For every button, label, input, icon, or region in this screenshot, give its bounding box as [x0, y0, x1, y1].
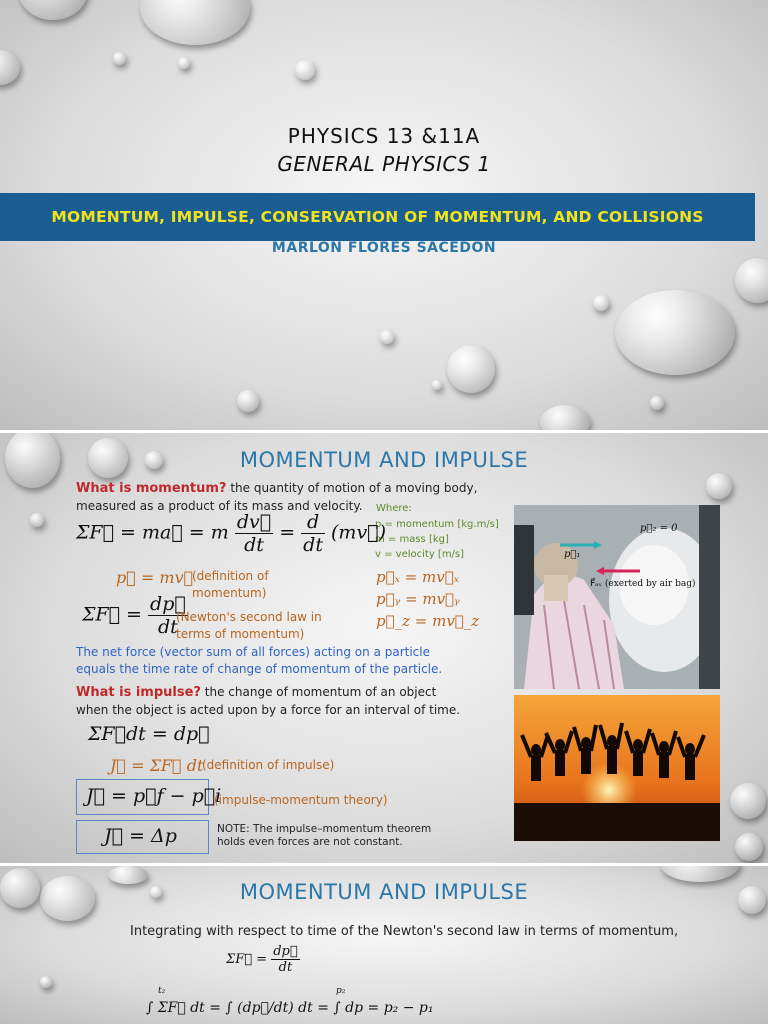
water-drop: [237, 390, 259, 412]
momentum-definition-note-a: (definition of: [192, 569, 269, 583]
newton-momentum-equation: ΣF⃗ = $\frac{dp⃗}{dt}$: [226, 944, 298, 975]
momentum-answer-b: measured as a product of its mass and velocity.: [76, 499, 363, 513]
slide-heading: MOMENTUM AND IMPULSE: [239, 448, 529, 472]
water-drop: [615, 290, 735, 375]
where-v: v = velocity [m/s]: [375, 549, 465, 560]
title-banner: [0, 193, 755, 241]
note-line-a: NOTE: The impulse–momentum theorem: [217, 823, 432, 835]
label-force: F⃗ₐᵥ (exerted by air bag): [590, 579, 696, 589]
water-drop: [735, 833, 763, 861]
question-impulse: What is impulse?: [76, 685, 201, 700]
impulse-definition-note: (definition of impulse): [202, 758, 335, 772]
momentum-definition: [76, 481, 496, 496]
slide-heading: MOMENTUM AND IMPULSE: [239, 880, 529, 904]
impulse-differential-equation: ΣF⃗dt = dp⃗: [88, 723, 210, 745]
newton-momentum-note-a: (Newton's second law in: [176, 610, 322, 624]
momentum-y: p⃗ᵧ = mv⃗ᵧ: [376, 590, 460, 608]
title-slide: [0, 0, 768, 430]
where-p: p = momentum [kg.m/s]: [375, 519, 499, 530]
airbag-illustration: [514, 505, 720, 689]
impulse-answer-b: when the object is acted upon by a force for an interval of time.: [76, 703, 461, 717]
water-drop: [593, 295, 609, 311]
water-drop: [0, 50, 20, 85]
water-drop: [40, 976, 52, 988]
where-label: Where:: [376, 503, 412, 514]
newton-momentum-equation: ΣF⃗ = $\frac{dp⃗}{dt}$: [82, 593, 186, 638]
water-drop: [447, 345, 495, 393]
where-m: m = mass [kg]: [375, 534, 449, 545]
water-drop: [113, 52, 126, 65]
impulse-momentum-equation: J⃗ = p⃗f − p⃗i: [86, 785, 222, 807]
water-drop: [730, 783, 766, 819]
upper-limit-t2: t₂: [158, 986, 166, 996]
integral-equation: ∫ ΣF⃗ dt = ∫ (dp⃗/dt) dt = ∫ dp = p₂ − p₁: [146, 1000, 434, 1016]
impulse-delta-equation: J⃗ = Δp: [104, 825, 177, 847]
water-drop: [380, 330, 394, 344]
momentum-x: p⃗ₓ = mv⃗ₓ: [376, 568, 460, 586]
water-drop: [540, 405, 590, 430]
newton-momentum-note-b: terms of momentum): [176, 627, 305, 641]
impulse-answer-a: the change of momentum of an object: [204, 685, 437, 699]
question-momentum: What is momentum?: [76, 481, 227, 496]
momentum-definition-equation: p⃗ = mv⃗: [116, 568, 194, 587]
momentum-definition-note-b: momentum): [192, 586, 267, 600]
water-drop: [18, 0, 88, 20]
impulse-definition-equation: J⃗ = ΣF⃗ dt: [110, 756, 204, 775]
water-drop: [706, 473, 732, 499]
water-drop: [650, 396, 664, 410]
water-drop: [140, 0, 250, 45]
water-drop: [30, 513, 44, 527]
label-p2: p⃗₂ = 0: [640, 523, 678, 534]
airbag-photo: [514, 505, 720, 689]
label-p1: p⃗₁: [564, 549, 581, 560]
course-code: PHYSICS 13 &11A: [287, 124, 481, 148]
momentum-answer-a: the quantity of motion of a moving body,: [230, 481, 478, 495]
impulse-definition: [76, 685, 516, 700]
silhouette-illustration: [514, 695, 720, 841]
water-drop: [178, 57, 190, 69]
course-name: GENERAL PHYSICS 1: [277, 152, 491, 176]
net-force-statement-a: The net force (vector sum of all forces) acting on a particle: [76, 645, 430, 659]
impulse-momentum-note: (impulse-momentum theory): [214, 793, 388, 807]
sunset-jumping-photo: [514, 695, 720, 841]
note-line-b: holds even forces are not constant.: [217, 836, 403, 848]
net-force-statement-b: equals the time rate of change of momentum of the particle.: [76, 662, 443, 676]
momentum-impulse-slide: [0, 433, 768, 863]
integration-intro: Integrating with respect to time of the Newton's second law in terms of momentum,: [130, 924, 679, 939]
water-drop: [295, 60, 315, 80]
water-drop: [735, 258, 768, 303]
banner-title: MOMENTUM, IMPULSE, CONSERVATION OF MOMENTUM, AND COLLISIONS: [51, 208, 704, 226]
integration-slide: [0, 866, 768, 1024]
author-name: MARLON FLORES SACEDON: [271, 240, 497, 256]
upper-limit-p2: p₂: [336, 986, 346, 996]
momentum-z: p⃗_z = mv⃗_z: [376, 612, 480, 630]
water-drop: [432, 380, 442, 390]
newton-second-law-equation: ΣF⃗ = ma⃗ = m $\frac{dv⃗}{dt}$ = $\frac{d}{dt}$ (mv⃗): [76, 511, 386, 556]
